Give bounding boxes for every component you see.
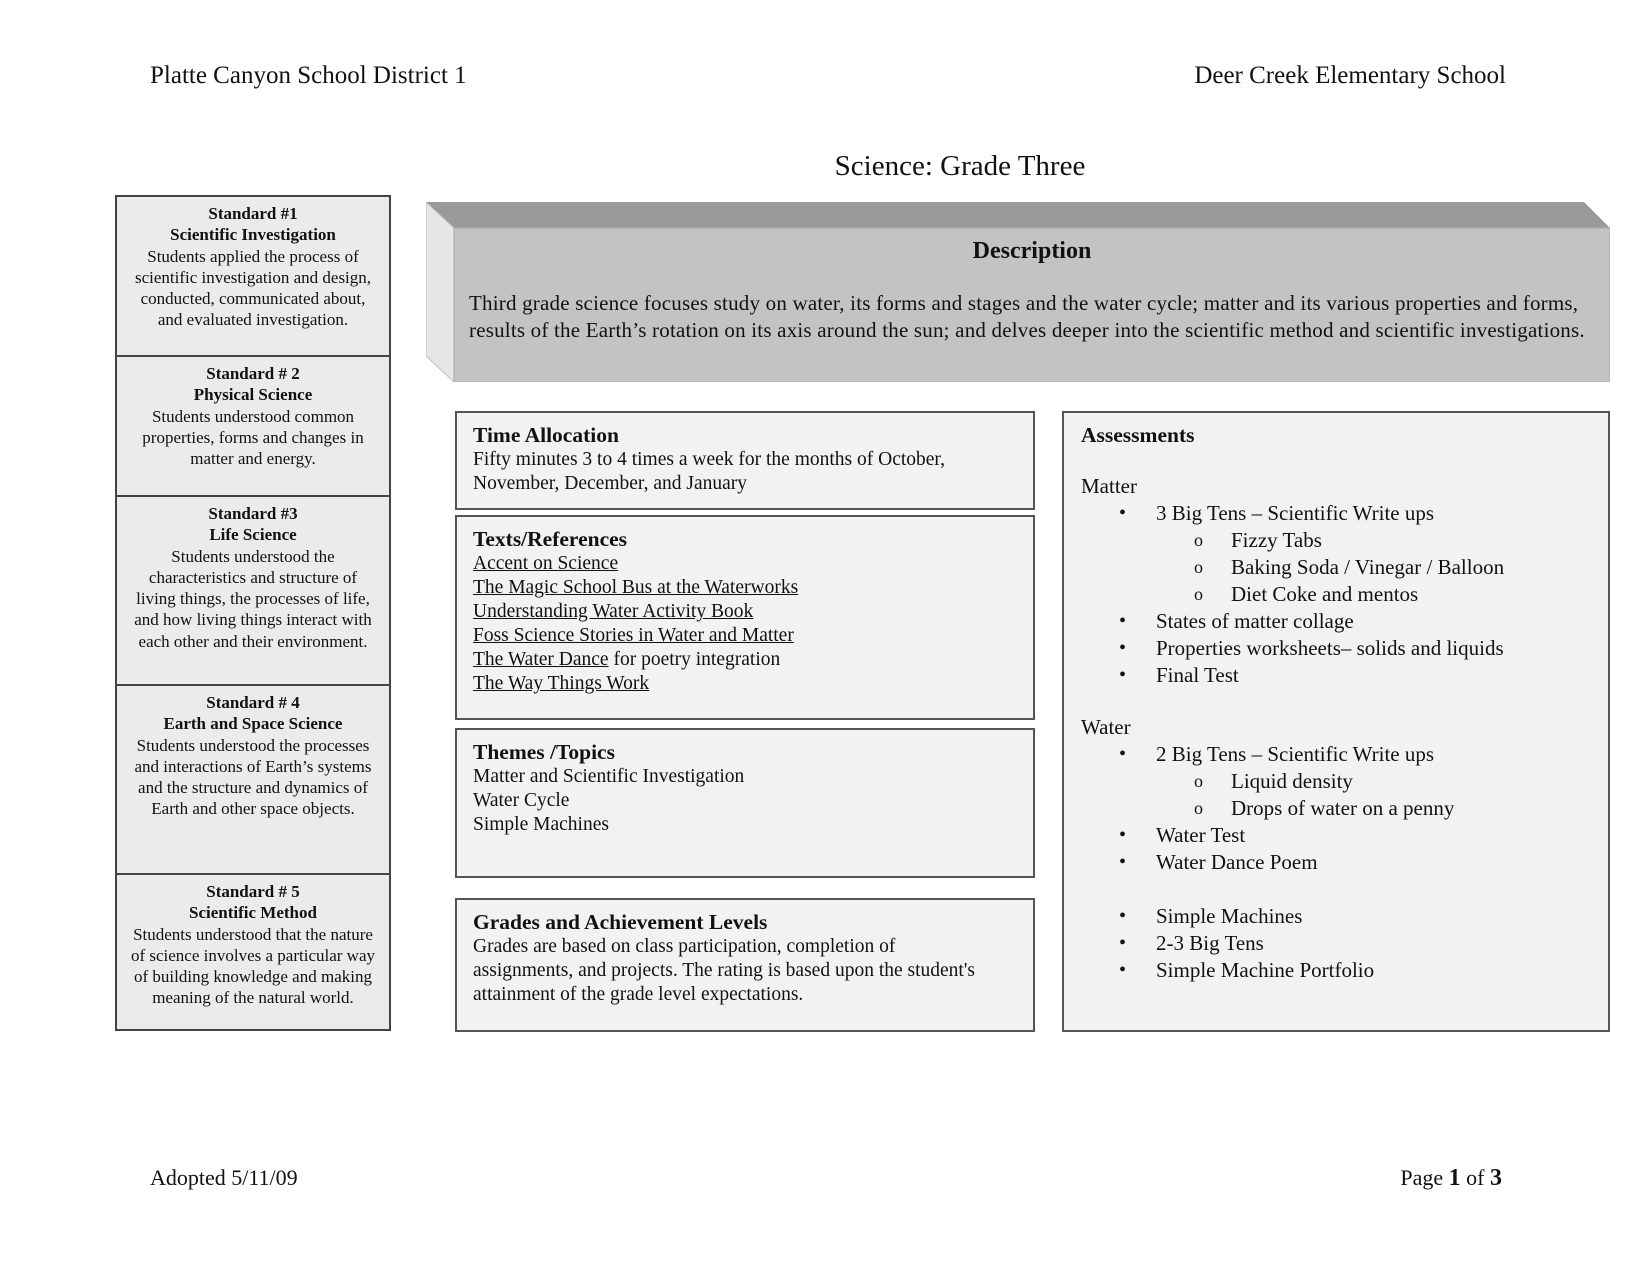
standard-number: Standard # 4 (206, 693, 300, 712)
standard-number: Standard # 5 (206, 882, 300, 901)
list-item: • Simple Machines (1081, 903, 1591, 930)
theme-item: Simple Machines (473, 814, 609, 835)
standard-number: Standard #1 (208, 204, 298, 223)
assessments-box (1062, 411, 1610, 1032)
texts-references-box (455, 515, 1035, 720)
reference-link[interactable]: The Way Things Work (473, 673, 650, 694)
list-item: • 2-3 Big Tens (1081, 930, 1591, 957)
themes-box (455, 728, 1035, 878)
time-allocation-box (455, 411, 1035, 510)
of-word: of (1466, 1165, 1485, 1190)
standard-text: Students understood common properties, forms and changes in matter and energy. (142, 406, 364, 469)
list-item: • Final Test (1081, 662, 1591, 689)
reference-link[interactable]: Accent on Science (473, 553, 619, 574)
list-item: • 2 Big Tens – Scientific Write ups (1081, 741, 1591, 768)
list-item: • Water Dance Poem (1081, 849, 1591, 876)
page-title: Science: Grade Three (834, 150, 1086, 182)
current-page: 1 (1448, 1165, 1461, 1191)
list-item: • 3 Big Tens – Scientific Write ups (1081, 500, 1591, 527)
grades-line: Grades are based on class participation, completion of (473, 936, 896, 957)
bevel-left (426, 202, 454, 382)
description-text: Third grade science focuses study on water, its forms and stages and the water cycle; matter and its various properties and forms, results of the Earth’s rotation on its axis around the sun; and delves deeper into the scientific method and scientific investigations. (469, 291, 1585, 342)
time-allocation-line: Fifty minutes 3 to 4 times a week for the months of October, (473, 449, 946, 470)
themes-heading: Themes /Topics (473, 740, 615, 764)
reference-item (473, 648, 1017, 672)
total-pages: 3 (1490, 1165, 1502, 1191)
standard-title: Earth and Space Science (163, 714, 343, 734)
sub-list-item: o Liquid density (1081, 768, 1591, 795)
page-number (1400, 1165, 1502, 1192)
sub-list-item: o Baking Soda / Vinegar / Balloon (1081, 554, 1591, 581)
standard-text: Students applied the process of scientific investigation and design, conducted, communicated about, and evaluated investigation. (134, 246, 372, 330)
theme-item: Water Cycle (473, 790, 570, 811)
standard-4 (117, 686, 389, 875)
water-label: Water (1081, 715, 1131, 739)
assessments-heading: Assessments (1081, 423, 1195, 447)
standard-text: Students understood the processes and interactions of Earth’s systems and the structure and dynamics of Earth and other space objects. (134, 735, 372, 819)
spacer (1081, 876, 1591, 903)
standard-3 (117, 497, 389, 686)
grades-box (455, 898, 1035, 1032)
district-name: Platte Canyon School District 1 (150, 62, 467, 89)
time-allocation-heading: Time Allocation (473, 423, 619, 447)
standard-number: Standard # 2 (206, 364, 300, 383)
sub-list-item: o Diet Coke and mentos (1081, 581, 1591, 608)
list-item: • Water Test (1081, 822, 1591, 849)
list-item: • States of matter collage (1081, 608, 1591, 635)
spacer (1081, 689, 1591, 714)
bevel-top (426, 202, 1610, 228)
school-name: Deer Creek Elementary School (1194, 62, 1506, 89)
sub-list-item: o Fizzy Tabs (1081, 527, 1591, 554)
time-allocation-line: November, December, and January (473, 473, 748, 494)
reference-link[interactable]: The Magic School Bus at the Waterworks (473, 577, 799, 598)
grades-line: attainment of the grade level expectations. (473, 984, 804, 1005)
matter-label: Matter (1081, 474, 1137, 498)
standard-title: Life Science (209, 525, 297, 545)
description-heading: Description (972, 238, 1092, 264)
reference-link[interactable]: Understanding Water Activity Book (473, 601, 754, 622)
standard-title: Scientific Investigation (170, 225, 336, 245)
texts-references-heading: Texts/References (473, 527, 628, 551)
reference-link[interactable]: The Water Dance (473, 649, 609, 670)
grades-line: assignments, and projects. The rating is based upon the student's (473, 960, 975, 981)
standard-text: Students understood that the nature of science involves a particular way of building knowledge and making meaning of the natural world. (130, 924, 376, 1008)
standard-title: Scientific Method (189, 903, 317, 923)
standard-5 (117, 875, 389, 1031)
grades-heading: Grades and Achievement Levels (473, 910, 768, 934)
standard-2 (117, 357, 389, 497)
standard-1 (117, 197, 389, 357)
list-item: • Properties worksheets– solids and liquids (1081, 635, 1591, 662)
page-word: Page (1400, 1165, 1444, 1190)
sub-list-item: o Drops of water on a penny (1081, 795, 1591, 822)
list-item: • Simple Machine Portfolio (1081, 957, 1591, 984)
theme-item: Matter and Scientific Investigation (473, 766, 745, 787)
standard-title: Physical Science (193, 385, 313, 405)
reference-link[interactable]: Foss Science Stories in Water and Matter (473, 625, 794, 646)
adopted-date: Adopted 5/11/09 (150, 1165, 298, 1190)
standard-number: Standard #3 (208, 504, 298, 523)
standard-text: Students understood the characteristics and structure of living things, the processes of life, and how living things interact with each other and their environment. (134, 546, 372, 651)
standards-table (115, 195, 391, 1031)
reference-suffix: for poetry integration (608, 649, 781, 670)
